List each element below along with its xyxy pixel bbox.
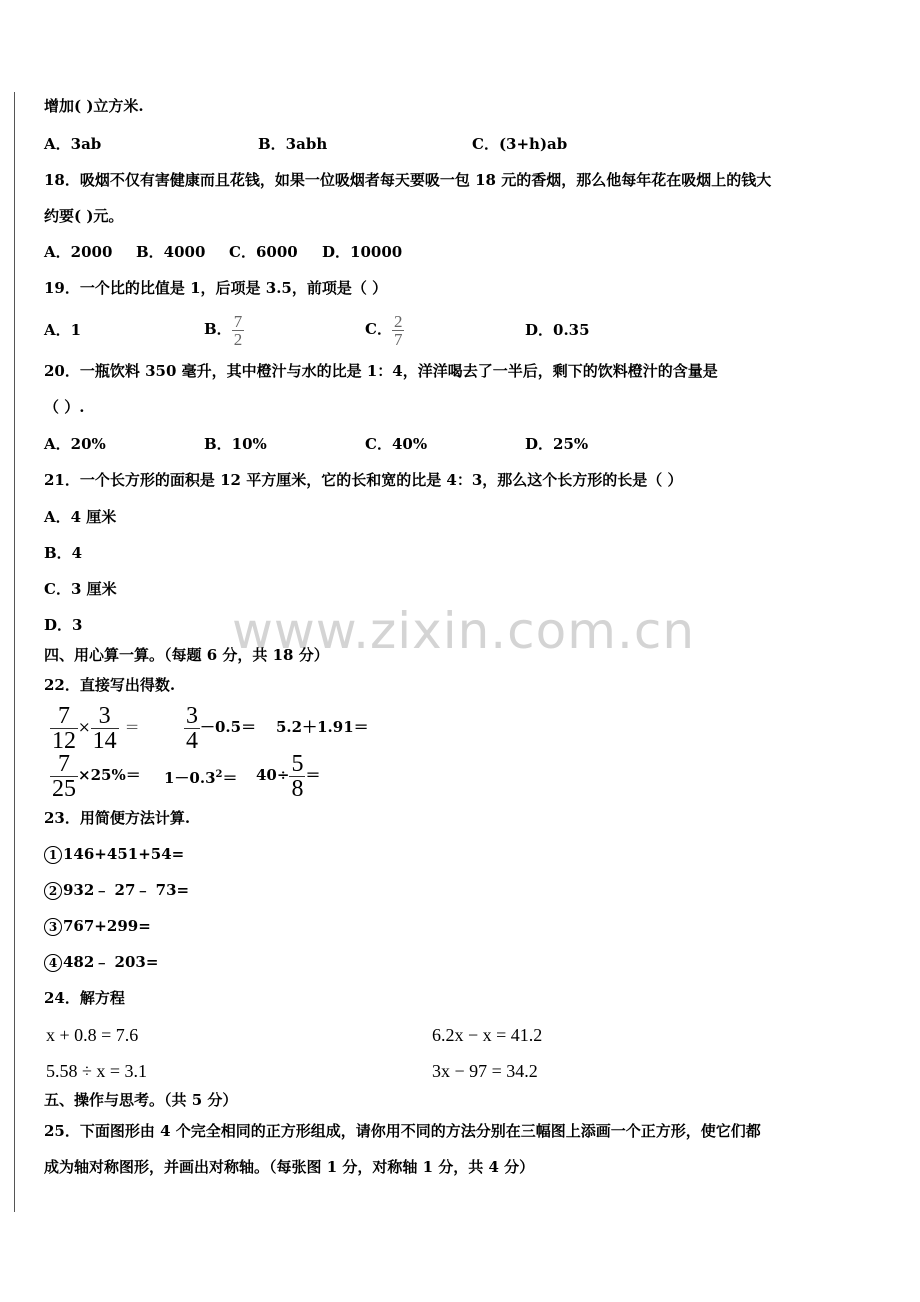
q23-item-2	[44, 880, 189, 900]
numerator: 7	[58, 702, 70, 729]
denominator: 7	[393, 329, 403, 349]
denominator: 2	[233, 329, 243, 349]
q20-stem-line1: 20．一瓶饮料 350 毫升，其中橙汁与水的比是 1：4，洋洋喝去了一半后，剩下的饮料橙汁的含量是	[44, 362, 718, 380]
denominator: 8	[291, 775, 304, 802]
denominator: 14	[92, 727, 117, 754]
q18-stem-line1: 18．吸烟不仅有害健康而且花钱，如果一位吸烟者每天要吸一包 18 元的香烟，那么他每年花在吸烟上的钱大	[44, 171, 772, 189]
numerator: 2	[393, 311, 403, 331]
q24-equation-3: 5.58 ÷ x = 3.1	[46, 1061, 148, 1081]
q18-option-c: C．6000	[229, 243, 298, 261]
q18-option-d: D．10000	[322, 243, 403, 261]
q18-option-a: A．2000	[44, 243, 113, 261]
exponent: 2	[215, 769, 223, 780]
section-4-heading: 四、用心算一算。（每题 6 分，共 18 分）	[44, 646, 329, 664]
expr-tail: －0.5＝	[200, 718, 257, 736]
q21-option-a: A．4 厘米	[44, 508, 117, 526]
q20-option-c: C．40%	[365, 435, 428, 453]
q20-option-a: A．20%	[44, 435, 106, 453]
q25-stem-line1: 25．下面图形由 4 个完全相同的正方形组成，请你用不同的方法分别在三幅图上添画一个正方形，使它们都	[44, 1122, 761, 1140]
q21-option-d: D．3	[44, 616, 83, 634]
section-5-heading: 五、操作与思考。（共 5 分）	[44, 1091, 238, 1109]
margin-line	[14, 92, 15, 1212]
q24-stem: 24．解方程	[44, 989, 125, 1007]
circled-number: 1	[44, 846, 62, 864]
q22-expr-5	[164, 765, 238, 788]
q23-item-1	[44, 844, 184, 864]
expr-head: 40÷	[256, 766, 290, 784]
expression: 767+299=	[63, 917, 151, 935]
q17-continuation: 增加( )立方米.	[44, 97, 144, 115]
q19-stem: 19．一个比的比值是 1，后项是 3.5，前项是（ ）	[44, 279, 388, 297]
q22-expr-4	[50, 750, 141, 801]
q22-stem: 22．直接写出得数.	[44, 676, 176, 694]
q19-option-a: A．1	[44, 321, 82, 339]
denominator: 4	[186, 727, 198, 754]
fraction	[91, 704, 119, 753]
q18-option-b: B．4000	[136, 243, 206, 261]
q19-option-c	[365, 310, 404, 348]
q22-expr-3: 5.2＋1.91＝	[276, 718, 369, 736]
fraction	[392, 313, 405, 348]
equals-sign: ＝	[124, 718, 140, 736]
q17-option-c: C．(3+h)ab	[472, 135, 568, 153]
q17-option-b: B．3abh	[258, 135, 328, 153]
fraction	[50, 752, 78, 801]
q25-stem-line2: 成为轴对称图形，并画出对称轴。（每张图 1 分，对称轴 1 分，共 4 分）	[44, 1158, 535, 1176]
numerator: 7	[233, 311, 243, 331]
q22-expr-6	[256, 750, 320, 801]
q23-stem: 23．用简便方法计算.	[44, 809, 191, 827]
circled-number: 2	[44, 882, 62, 900]
fraction	[50, 704, 78, 753]
numerator: 3	[98, 702, 111, 729]
q21-option-b: B．4	[44, 544, 83, 562]
q18-stem-line2: 约要( )元。	[44, 207, 124, 225]
equals-sign: ＝	[305, 766, 321, 784]
denominator: 12	[52, 727, 76, 754]
q20-option-d: D．25%	[525, 435, 589, 453]
numerator: 7	[58, 750, 70, 777]
times-operator: ×	[78, 718, 91, 736]
q19-option-c-label: C．	[365, 320, 392, 338]
expr-head: 1－0.3	[164, 769, 216, 787]
q19-option-d: D．0.35	[525, 321, 590, 339]
q20-stem-line2: （ ）.	[44, 398, 85, 416]
q19-option-b-label: B．	[204, 320, 232, 338]
q17-option-a: A．3ab	[44, 135, 102, 153]
circled-number: 4	[44, 954, 62, 972]
q24-equation-2: 6.2x − x = 41.2	[432, 1025, 543, 1045]
expression: 146+451+54=	[63, 845, 185, 863]
denominator: 25	[52, 775, 76, 802]
q20-option-b: B．10%	[204, 435, 267, 453]
q24-equation-1: x + 0.8 = 7.6	[46, 1025, 139, 1045]
q23-item-3	[44, 916, 151, 936]
watermark: www.zixin.com.cn	[232, 602, 696, 660]
numerator: 5	[291, 750, 304, 777]
q21-stem: 21．一个长方形的面积是 12 平方厘米，它的长和宽的比是 4：3，那么这个长方形的长是（ ）	[44, 471, 683, 489]
q21-option-c: C．3 厘米	[44, 580, 117, 598]
circled-number: 3	[44, 918, 62, 936]
equals-sign: ＝	[222, 769, 238, 787]
expression: 932﹣ 27﹣ 73=	[63, 881, 190, 899]
numerator: 3	[186, 702, 198, 729]
fraction	[289, 752, 305, 801]
q24-equation-4: 3x − 97 = 34.2	[432, 1061, 538, 1081]
q22-expr-1	[50, 702, 140, 753]
expr-tail: ×25%＝	[78, 766, 141, 784]
q19-option-b	[204, 310, 244, 348]
q22-expr-2	[184, 702, 256, 753]
expression: 482﹣ 203=	[63, 953, 159, 971]
q23-item-4	[44, 952, 158, 972]
fraction	[184, 704, 200, 753]
fraction	[232, 313, 245, 348]
